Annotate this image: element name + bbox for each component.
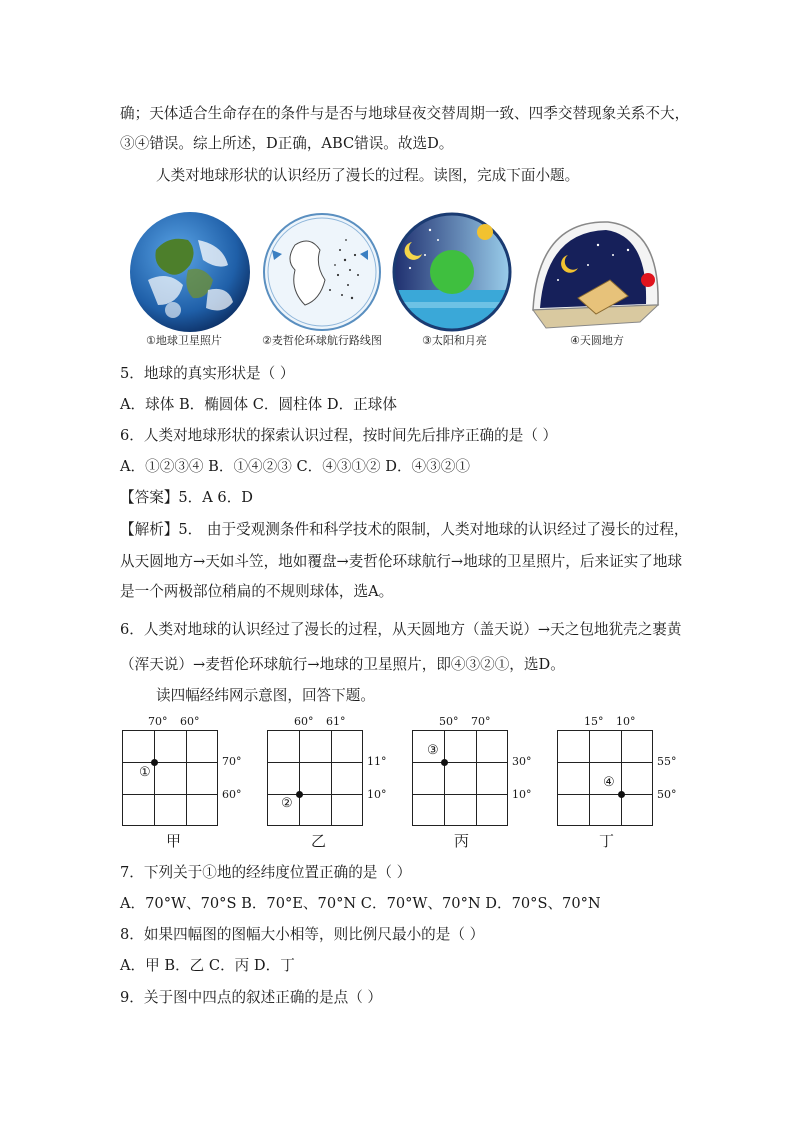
answer-line: 【答案】5．A 6．D (120, 489, 254, 506)
ding-right-label-2: 50° (657, 788, 677, 801)
ding-right-label-1: 55° (657, 755, 677, 768)
caption-sun-moon: ③太阳和月亮 (422, 334, 487, 347)
bing-right-label-2: 10° (512, 788, 532, 801)
jia-right-label-2: 60° (222, 788, 242, 801)
ding-top-label-2: 10° (616, 715, 636, 728)
magellan-route-map (260, 210, 385, 335)
point-1-label: ① (139, 765, 151, 780)
grid-name-ding: 丁 (599, 832, 615, 850)
question-9: 9．关于图中四点的叙述正确的是点（ ） (120, 989, 383, 1006)
question-5: 5．地球的真实形状是（ ） (120, 365, 295, 382)
sun-and-moon-picture (390, 210, 515, 335)
question-7: 7．下列关于①地的经纬度位置正确的是（ ） (120, 864, 412, 881)
point-2-label: ② (281, 796, 293, 811)
bing-top-label-2: 70° (471, 715, 491, 728)
question-6: 6．人类对地球形状的探索认识过程，按时间先后排序正确的是（ ） (120, 427, 558, 444)
analysis-line-1: 【解析】5． 由于受观测条件和科学技术的限制，人类对地球的认识经过了漫长的过程， (120, 521, 689, 538)
text-line-2: ③④错误。综上所述，D正确，ABC错误。故选D。 (120, 135, 454, 152)
question-7-options: A．70°W、70°S B．70°E、70°N C．70°W、70°N D．70°S、70°N (120, 895, 601, 912)
point-2-dot (296, 791, 303, 798)
point-1-dot (151, 759, 158, 766)
round-heaven-square-earth (528, 210, 668, 335)
point-3-label: ③ (427, 743, 439, 758)
intro-graticule: 读四幅经纬网示意图，回答下题。 (156, 687, 375, 704)
analysis-line-3: 是一个两极部位稍扁的不规则球体，选A。 (120, 583, 394, 600)
bing-top-label-1: 50° (439, 715, 459, 728)
jia-top-label-2: 60° (180, 715, 200, 728)
point-3-dot (441, 759, 448, 766)
earth-satellite-photo (128, 210, 253, 335)
point-4-label: ④ (603, 775, 615, 790)
caption-heaven-earth: ④天圆地方 (570, 334, 624, 347)
ding-top-label-1: 15° (584, 715, 604, 728)
analysis-line-4: 6．人类对地球的认识经过了漫长的过程，从天圆地方（盖天说）→天之包地犹壳之裹黄 (120, 621, 682, 638)
question-8: 8．如果四幅图的图幅大小相等，则比例尺最小的是（ ） (120, 926, 485, 943)
yi-top-label-2: 61° (326, 715, 346, 728)
bing-right-label-1: 30° (512, 755, 532, 768)
yi-top-label-1: 60° (294, 715, 314, 728)
yi-right-label-2: 10° (367, 788, 387, 801)
question-8-options: A．甲 B．乙 C．丙 D．丁 (120, 957, 295, 974)
caption-satellite-photo: ①地球卫星照片 (146, 334, 222, 347)
analysis-line-5: （浑天说）→麦哲伦环球航行→地球的卫星照片，即④③②①，选D。 (120, 656, 565, 673)
jia-right-label-1: 70° (222, 755, 242, 768)
text-line-1: 确；天体适合生命存在的条件与是否与地球昼夜交替周期一致、四季交替现象关系不大， (120, 105, 690, 122)
grid-name-bing: 丙 (454, 832, 470, 850)
analysis-line-2: 从天圆地方→天如斗笠，地如覆盘→麦哲伦环球航行→地球的卫星照片，后来证实了地球 (120, 553, 683, 570)
yi-right-label-1: 11° (367, 755, 387, 768)
point-4-dot (618, 791, 625, 798)
intro-earth-shape: 人类对地球形状的认识经历了漫长的过程。读图，完成下面小题。 (156, 167, 580, 184)
question-6-options: A．①②③④ B．①④②③ C．④③①② D．④③②① (120, 458, 470, 475)
jia-top-label-1: 70° (148, 715, 168, 728)
caption-magellan-route: ②麦哲伦环球航行路线图 (262, 334, 382, 347)
question-5-options: A．球体 B．椭圆体 C．圆柱体 D．正球体 (120, 396, 397, 413)
grid-name-jia: 甲 (166, 832, 182, 850)
grid-name-yi: 乙 (311, 832, 327, 850)
